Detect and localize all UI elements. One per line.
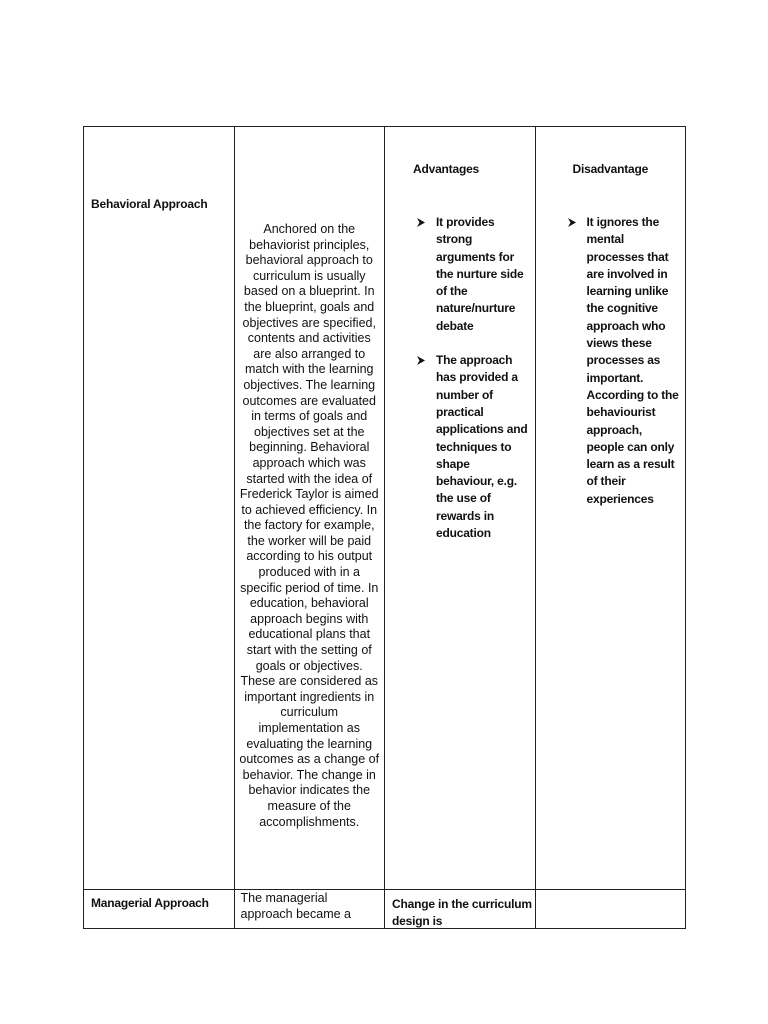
advantages-list [385,214,529,559]
arrow-bullet-icon [415,352,427,369]
cell-description [234,890,385,929]
table-row-managerial [84,890,686,929]
cell-disadvantages [535,127,686,890]
advantages-heading: Advantages [413,162,480,176]
cell-advantages [385,127,536,890]
list-item [536,214,680,508]
advantage-text: It provides strong arguments for the nurture side of the nature/nurture debate [436,215,524,333]
managerial-description: The managerial approach became a [240,891,351,921]
list-item [385,214,529,335]
curriculum-approaches-table [83,126,686,929]
cell-disadvantages [535,890,686,929]
cell-approach-name [84,890,235,929]
list-item [385,352,529,542]
managerial-advantage-text: Change in the curriculum design is [392,897,532,928]
cell-description [234,127,385,890]
managerial-approach-label: Managerial Approach [91,896,209,910]
advantage-text: The approach has provided a number of practical applications and techniques to shape behaviour, e.g. the use of rewards in education [436,353,528,541]
disadvantages-list [536,214,680,525]
cell-advantages [385,890,536,929]
cell-approach-name [84,127,235,890]
arrow-bullet-icon [415,214,427,231]
table-row-behavioral [84,127,686,890]
disadvantage-heading: Disadvantage [572,162,649,176]
behavioral-description: Anchored on the behaviorist principles, behavioral approach to curriculum is usually based on a blueprint. In the blueprint, goals and objectives are specified, contents and activities are also arranged to match with the learning objectives. The learning outcomes are evaluated in terms of goals and objectives set at the beginning. Behavioral approach which was started with the idea of Frederick Taylor is aimed to achieved efficiency. In the factory for example, the worker will be paid according to his output produced with in a specific period of time. In education, behavioral approach begins with educational plans that start with the setting of goals or objectives. These are considered as important ingredients in curriculum implementation as evaluating the learning outcomes as a change of behavior. The change in behavior indicates the measure of the accomplishments. [239,222,380,829]
behavioral-approach-label: Behavioral Approach [91,197,208,211]
arrow-bullet-icon [566,214,578,231]
disadvantage-text: It ignores the mental processes that are involved in learning unlike the cognitive approach who views these processes as important. According to the behaviourist approach, people can only learn as a result of their experiences [586,215,679,506]
